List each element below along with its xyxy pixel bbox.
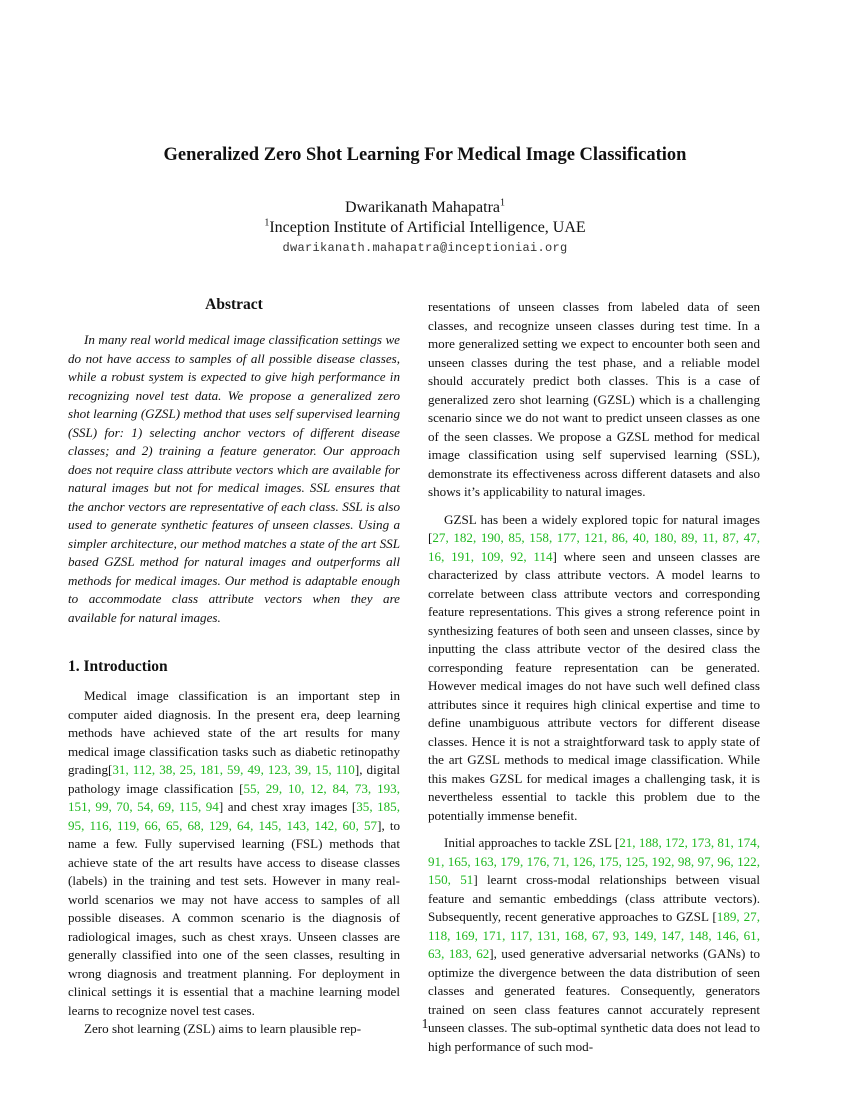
abstract-text: In many real world medical image classification settings we do not have access to samples of all possible disease classes, while a robust system is expected to give high performance in recognizing novel test data. We propose a generalized zero shot learning (GZSL) method that uses self supervised learning (SSL) for: 1) selecting anchor vectors of different disease classes; and 2) training a feature generator. Our approach does not require class attribute vectors which are available for natural images but not for medical images. SSL ensures that the anchor vectors are representative of each class. SSL is also used to generate synthetic features of unseen classes. Using a simpler architecture, our method matches a state of the art SSL based GZSL method for natural images and outperforms all methods for medical images. Our method is adaptable enough to accommodate class attribute vectors when they are available for natural images. [68, 332, 400, 625]
citation-link[interactable]: 21, 188, 172, 173, 81, 174, 91, 165, 163, 179, 176, 71, 126, 175, 125, 192, 98, 97, 96, 122, 150, 51 [428, 835, 761, 887]
paper-title: Generalized Zero Shot Learning For Medical Image Classification [163, 145, 687, 165]
intro-p3-text-a: GZSL has been a widely explored topic for natural images [ [428, 511, 760, 545]
author-affiliation-marker: 1 [500, 197, 506, 209]
introduction-heading: 1. Introduction [68, 658, 168, 675]
intro-p4-text-c: ], used generative adversarial networks (GANs) to optimize the divergence between the data distribution of seen classes and generated features. Consequently, generators trained on seen class features cannot accurately represent unseen classes. The sub-optimal synthetic data does not lead to high performance of such mod- [428, 946, 760, 1054]
right-column [428, 298, 760, 1056]
affiliation-line [0, 218, 850, 238]
intro-paragraph-2-continued: resentations of unseen classes from labeled data of seen classes, and recognize unseen classes during test time. In a more generalized setting we expect to encounter both seen and unseen classes during the test phase, and a reliable model should accurately predict both classes. This is a case of generalized zero shot learning (GZSL) which is a challenging scenario since we do not want to predict unseen classes as one of the seen classes. We propose a GZSL method for medical image classification using self supervised learning (SSL), demonstrate its effectiveness across different datasets and also shows it’s applicability to natural images. [428, 299, 760, 499]
author-email[interactable]: dwarikanath.mahapatra@inceptioniai.org [282, 241, 568, 255]
citation-link[interactable]: 31, 112, 38, 25, 181, 59, 49, 123, 39, 15, 110 [112, 762, 355, 777]
intro-p1-text-c: ] and chest xray images [ [218, 799, 357, 814]
author-block [0, 198, 850, 255]
affiliation-marker: 1 [264, 217, 270, 229]
left-column [68, 296, 400, 1039]
intro-paragraph-2-start: Zero shot learning (ZSL) aims to learn plausible rep- [84, 1021, 362, 1036]
intro-p1-text-b: ], digital pathology image classification [ [68, 762, 401, 796]
citation-link[interactable]: 189, 27, 118, 169, 171, 117, 131, 168, 67, 93, 149, 147, 148, 146, 61, 63, 183, 62 [428, 909, 760, 961]
intro-paragraph-1 [68, 687, 400, 1020]
intro-p4-text-a: Initial approaches to tackle ZSL [ [444, 835, 620, 850]
intro-p3-text-b: ] where seen and unseen classes are characterized by class attribute vectors. A model learns to correlate between class attribute vectors and corresponding feature representations. This gives a strong reference point in synthesizing features of both seen and unseen classes, since by inputting the class attribute vector of the desired class the corresponding feature representation can be generated. However medical images do not have such well defined class attributes since it requires high clinical expertise and time to define unambiguous attribute vectors for different disease classes. Hence it is not a straightforward task to apply state of the art GZSL methods to medical image classification. While this makes GZSL for medical images a challenging task, it is nevertheless essential to tackle this problem due to the potentially immense benefit. [428, 548, 760, 823]
citation-link[interactable]: 35, 185, 95, 116, 119, 66, 65, 68, 129, 64, 145, 143, 142, 60, 57 [68, 799, 400, 833]
author-line [0, 198, 850, 218]
intro-p1-text-a: Medical image classification is an important step in computer aided diagnosis. In the present era, deep learning methods have achieved state of the art results for many medical image classification tasks such as diabetic retinopathy grading[ [68, 688, 400, 777]
citation-link[interactable]: 27, 182, 190, 85, 158, 177, 121, 86, 40, 180, 89, 11, 87, 47, 16, 191, 109, 92, 114 [428, 530, 760, 564]
citation-link[interactable]: 55, 29, 10, 12, 84, 73, 193, 151, 99, 70, 54, 69, 115, 94 [68, 780, 400, 814]
page-number: 1 [421, 1016, 429, 1031]
intro-p4-text-b: ] learnt cross-modal relationships between visual feature and semantic embeddings (class attribute vectors). Subsequently, recent generative approaches to GZSL [ [428, 872, 760, 924]
abstract-heading: Abstract [205, 296, 263, 313]
intro-paragraph-3 [428, 511, 760, 826]
intro-p1-text-d: ], to name a few. Fully supervised learning (FSL) methods that achieve state of the art results have access to disease classes (labels) in the training and test sets. However in many real-world scenarios we may not have access to samples of all possible diseases. A common scenario is the diagnosis of radiological images, such as chest xrays. Unseen classes are generally classified into one of the seen classes, resulting in wrong diagnosis and treatment planning. For deployment in clinical settings it is essential that a machine learning model learns to recognize novel test cases. [68, 817, 401, 1018]
affiliation: Inception Institute of Artificial Intelligence, UAE [269, 219, 586, 236]
author-name: Dwarikanath Mahapatra [344, 199, 501, 216]
